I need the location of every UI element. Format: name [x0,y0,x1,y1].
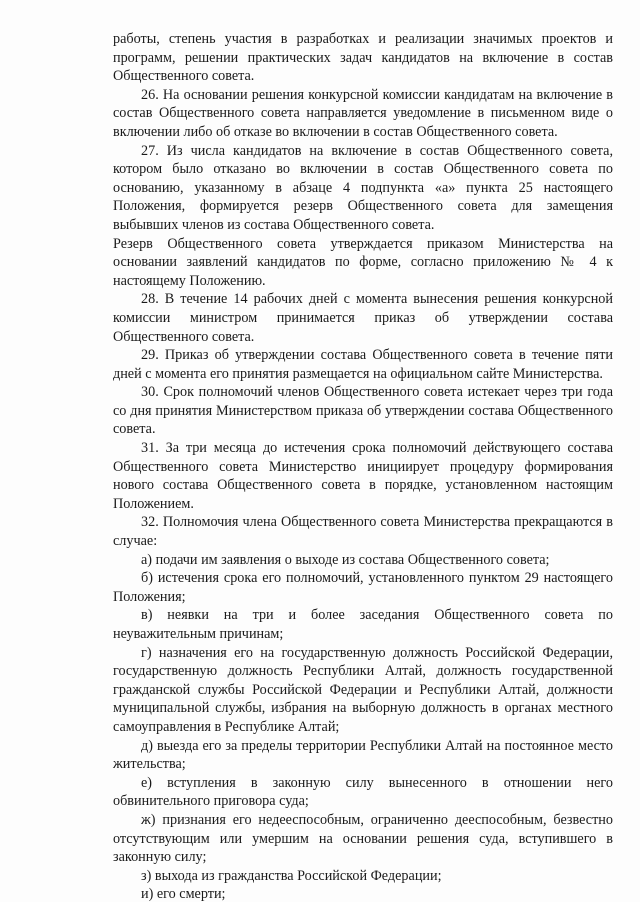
document-body [113,30,613,904]
paragraph-reserve: Резерв Общественного совета утверждается приказом Министерства на основании заявлений кандидатов по форме, согласно приложению № 4 к настоящему Положению. [113,235,613,289]
paragraph-29: 29. Приказ об утверждении состава Общественного совета в течение пяти дней с момента его принятия размещается на официальном сайте Министерства. [113,347,613,382]
paragraph-27: 27. Из числа кандидатов на включение в состав Общественного совета, котором было отказано во включении в состав Общественного совета по основанию, указанному в абзаце 4 подпункта «а» пункта 25 настоящего Положения, формируется резерв Общественного совета для замещения выбывших членов из состава Общественного совета. [113,142,613,233]
list-item-g: г) назначения его на государственную должность Российской Федерации, государственную должность Республики Алтай, должность государственной гражданской службы Российской Федерации и Республики Алтай, должности муниципальной службы, избрания на выборную должность в органах местного самоуправления в Республике Алтай; [113,644,613,735]
paragraph-26: 26. На основании решения конкурсной комиссии кандидатам на включение в состав Общественного совета направляется уведомление в письменном виде о включении либо об отказе во включении в состав Общественного совета. [113,86,613,140]
list-item-b: б) истечения срока его полномочий, установленного пунктом 29 настоящего Положения; [113,570,613,605]
list-item-a: а) подачи им заявления о выходе из состава Общественного совета; [141,551,550,568]
list-item-v: в) неявки на три и более заседания Общественного совета по неуважительным причинам; [113,607,613,642]
list-item-d: д) выезда его за пределы территории Республики Алтай на постоянное место жительства; [113,737,613,773]
list-item-z: з) выхода из гражданства Российской Федерации; [141,867,442,884]
paragraph-31: 31. За три месяца до истечения срока полномочий действующего состава Общественного совета Министерство инициирует процедуру формирования нового состава Общественного совета в порядке, установленном настоящим Положением. [113,440,613,512]
paragraph-28: 28. В течение 14 рабочих дней с момента вынесения решения конкурсной комиссии министром принимается приказ об утверждении состава Общественного совета. [113,291,613,345]
paragraph-32: 32. Полномочия члена Общественного совета Министерства прекращаются в случае: [113,514,613,550]
list-item-e: е) вступления в законную силу вынесенного в отношении него обвинительного приговора суда; [113,774,613,810]
list-item-zh: ж) признания его недееспособным, ограниченно дееспособным, безвестно отсутствующим или умершим на основании решения суда, вступившего в законную силу; [113,811,613,866]
paragraph-30: 30. Срок полномочий членов Общественного совета истекает через три года со дня принятия Министерством приказа об утверждении состава Общественного совета. [113,384,613,438]
list-item-i: и) его смерти; [141,886,226,903]
paragraph-continuation: работы, степень участия в разработках и реализации значимых проектов и программ, решении практических задач кандидатов на включение в состав Общественного совета. [113,31,613,85]
